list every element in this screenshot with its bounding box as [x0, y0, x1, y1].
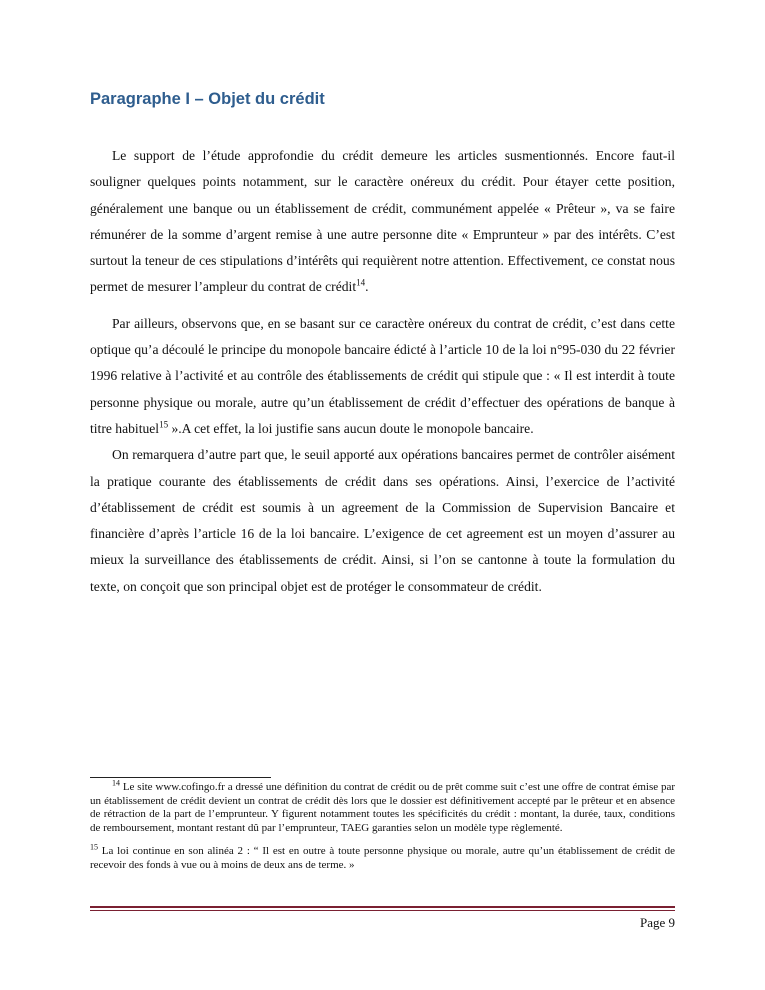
- footnotes: [90, 778, 675, 872]
- footer-rule-thick: [90, 906, 675, 908]
- paragraph-3: On remarquera d’autre part que, le seuil apporté aux opérations bancaires permet de contrôler aisément la pratique courante des établissements de crédit dans ses opérations. Ainsi, l’exercice de l’activité d’établissement de crédit est soumis à un agreement de la Commission de Supervision Bancaire et financière d’après l’article 16 de la loi bancaire. L’exigence de cet agreement est un moyen d’assurer au mieux la surveillance des établissements de crédit. Ainsi, si l’on se cantonne à toute la formulation du texte, on conçoit que son principal objet est de protéger le consommateur de crédit.: [90, 447, 675, 594]
- footnote-15-number: 15: [90, 842, 98, 852]
- paragraph-1-text: Le support de l’étude approfondie du crédit demeure les articles susmentionnés. Encore faut-il souligner quelques points notamment, sur le caractère onéreux du crédit. Pour étayer cette position, généralement une banque ou un établissement de crédit, communément appelée « Prêteur », va se faire rémunérer de la somme d’argent remise à une autre personne dite « Emprunteur » par des intérêts. C’est surtout la teneur de ces stipulations d’intérêts qui requièrent notre attention. Effectivement, ce constat nous permet de mesurer l’ampleur du contrat de crédit: [90, 148, 675, 295]
- footnote-ref-14: 14: [356, 277, 366, 288]
- footnote-ref-15: 15: [159, 419, 169, 430]
- paragraph-2: [90, 311, 675, 442]
- section-heading: Paragraphe I – Objet du crédit: [90, 90, 325, 108]
- page-number: Page 9: [639, 915, 675, 930]
- footnote-15-text: La loi continue en son alinéa 2 : “ Il est en outre à toute personne physique ou morale, autre qu’un établissement de crédit de recevoir des fonds à vue ou à moins de deux ans de terme. »: [90, 844, 675, 871]
- paragraph-1: [90, 143, 675, 301]
- paragraph-2-tail: ».A cet effet, la loi justifie sans aucun doute le monopole bancaire.: [168, 420, 534, 436]
- paragraph-1-tail: .: [365, 279, 369, 295]
- footnote-14: [90, 778, 675, 836]
- footnote-14-number: 14: [112, 778, 120, 788]
- paragraph-2-text: Par ailleurs, observons que, en se basant sur ce caractère onéreux du contrat de crédit, c’est dans cette optique qu’a découlé le principe du monopole bancaire édicté à l’article 10 de la loi n°95-030 du 22 février 1996 relative à l’activité et au contrôle des établissements de crédit qui stipule que : « Il est interdit à toute personne physique ou morale, autre qu’un établissement de crédit d’effectuer des opérations de banque à titre habituel: [90, 315, 675, 436]
- footnote-14-text: Le site www.cofingo.fr a dressé une définition du contrat de crédit ou de prêt comme suit c’est une offre de contrat émise par un établissement de crédit devient un contrat de crédit dès lors que le dossier est définitivement accepté par le prêteur et en absence de rétraction de la part de l’emprunteur. Y figurent notamment toutes les spécificités du crédit : montant, la durée, taux, conditions de remboursement, montant restant dû par l’emprunteur, TAEG garanties selon un modèle type règlementé.: [90, 781, 675, 835]
- footnote-15: [90, 842, 675, 872]
- footer-rule-thin: [90, 910, 675, 911]
- body-text: [90, 143, 675, 600]
